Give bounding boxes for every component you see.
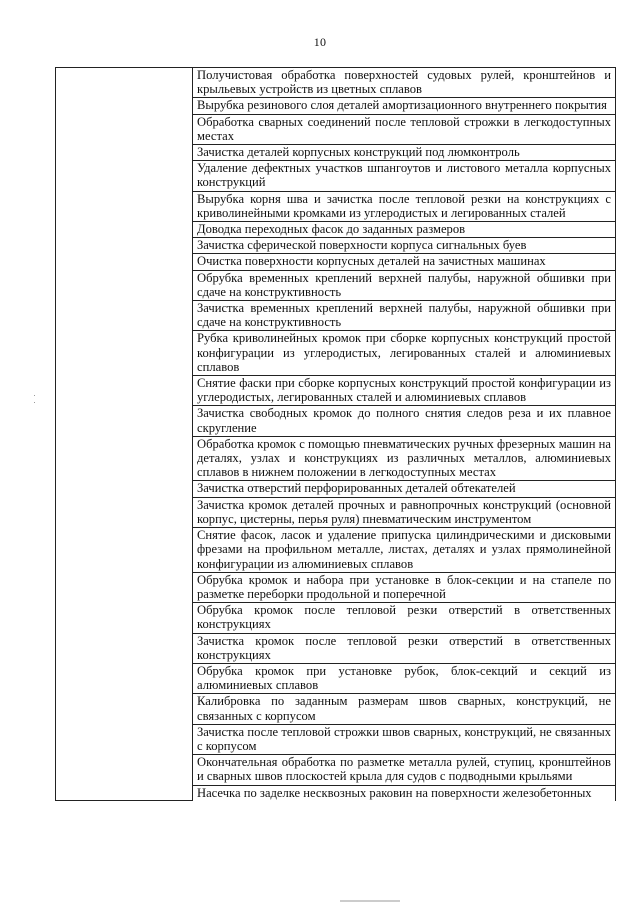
- work-description-cell: Зачистка деталей корпусных конструкций под люмконтроль: [193, 145, 616, 161]
- left-cell: [56, 68, 193, 801]
- work-description-cell: Зачистка свободных кромок до полного снятия следов реза и их плавное скругление: [193, 406, 616, 436]
- work-description-cell: Обрубка кромок при установке рубок, блок-секций и секций из алюминиевых сплавов: [193, 663, 616, 693]
- work-description-cell: Обрубка временных креплений верхней палубы, наружной обшивки при сдаче на конструктивность: [193, 270, 616, 300]
- margin-mark: [34, 402, 35, 403]
- work-description-cell: Вырубка резинового слоя деталей амортизационного внутреннего покрытия: [193, 98, 616, 114]
- work-description-cell: Зачистка после тепловой строжки швов сварных, конструкций, не связанных с корпусом: [193, 724, 616, 754]
- margin-mark: [34, 395, 35, 396]
- work-description-cell: Доводка переходных фасок до заданных размеров: [193, 222, 616, 238]
- work-description-cell: Вырубка корня шва и зачистка после тепловой резки на конструкциях с криволинейными кромками из углеродистых и легированных сталей: [193, 191, 616, 221]
- table-row: [56, 68, 616, 98]
- work-description-cell: Калибровка по заданным размерам швов сварных, конструкций, не связанных с корпусом: [193, 694, 616, 724]
- work-description-cell: Зачистка кромок после тепловой резки отверстий в ответственных конструкциях: [193, 633, 616, 663]
- work-description-cell: Обрубка кромок и набора при установке в блок-секции и на стапеле по разметке переборки продольной и поперечной: [193, 572, 616, 602]
- page-number: 10: [313, 35, 327, 49]
- work-description-cell: Зачистка кромок деталей прочных и равнопрочных конструкций (основной корпус, цистерны, перья руля) пневматическим инструментом: [193, 497, 616, 527]
- work-description-cell: Очистка поверхности корпусных деталей на зачистных машинах: [193, 254, 616, 270]
- work-description-cell: Насечка по заделке несквозных раковин на поверхности железобетонных: [193, 785, 616, 801]
- work-types-table: [55, 67, 616, 801]
- work-description-cell: Зачистка сферической поверхности корпуса сигнальных буев: [193, 238, 616, 254]
- work-description-cell: Снятие фаски при сборке корпусных конструкций простой конфигурации из углеродистых, легированных сталей и алюминиевых сплавов: [193, 376, 616, 406]
- work-description-cell: Рубка криволинейных кромок при сборке корпусных конструкций простой конфигурации из углеродистых, легированных сталей и алюминиевых сплавов: [193, 331, 616, 376]
- work-description-cell: Получистовая обработка поверхностей судовых рулей, кронштейнов и крыльевых устройств из цветных сплавов: [193, 68, 616, 98]
- work-description-cell: Обрубка кромок после тепловой резки отверстий в ответственных конструкциях: [193, 603, 616, 633]
- scan-artifact: [340, 900, 400, 902]
- work-description-cell: Зачистка временных креплений верхней палубы, наружной обшивки при сдаче на конструктивность: [193, 301, 616, 331]
- work-description-cell: Снятие фасок, ласок и удаление припуска цилиндрическими и дисковыми фрезами на профильном металле, листах, деталях и узлах прямолинейной конфигурации из алюминиевых сплавов: [193, 528, 616, 573]
- table-body: [56, 68, 616, 801]
- work-description-cell: Обработка кромок с помощью пневматических ручных фрезерных машин на деталях, узлах и конструкциях из различных металлов, алюминиевых сплавов в нижнем положении в легкодоступных местах: [193, 436, 616, 481]
- work-description-cell: Зачистка отверстий перфорированных деталей обтекателей: [193, 481, 616, 497]
- work-description-cell: Удаление дефектных участков шпангоутов и листового металла корпусных конструкций: [193, 161, 616, 191]
- work-description-cell: Окончательная обработка по разметке металла рулей, ступиц, кронштейнов и сварных швов плоскостей крыла для судов с подводными крыльями: [193, 755, 616, 785]
- work-description-cell: Обработка сварных соединений после тепловой строжки в легкодоступных местах: [193, 114, 616, 144]
